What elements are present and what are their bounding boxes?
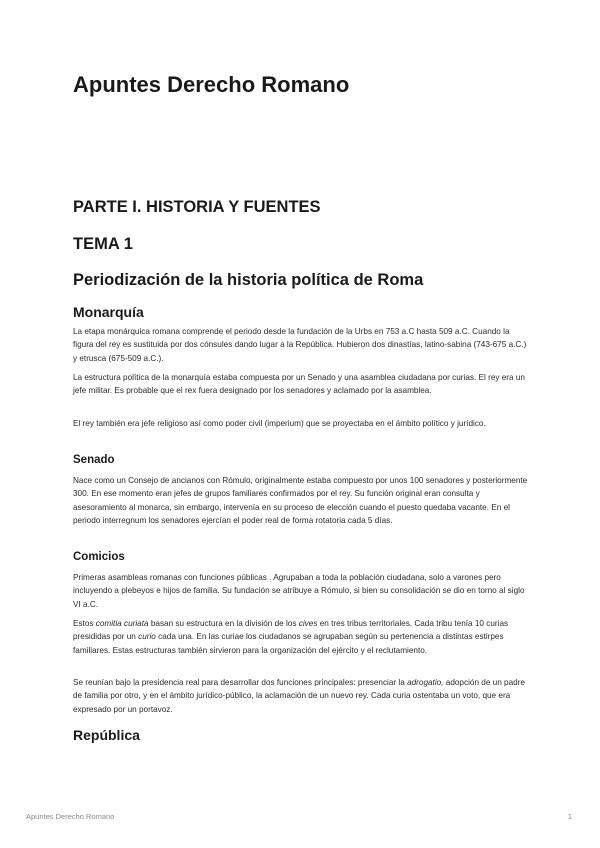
page-number: 1 [567, 812, 572, 821]
part-heading: PARTE I. HISTORIA Y FUENTES [73, 198, 321, 216]
comicios-heading: Comicios [73, 551, 125, 563]
monarquia-paragraph-2: La estructura política de la monarquía estaba compuesta por un Senado y una asamblea ciudadana por curias. El rey era un jefe militar. Es probable que el rex fuera designado por los senadores y aclamado por la asamblea. [73, 373, 525, 396]
senado-heading: Senado [73, 454, 115, 466]
section-heading: Periodización de la historia política de Roma [73, 271, 424, 289]
italic-term: adrogatio, [407, 678, 444, 687]
text-run: en tres tribus territoriales. Cada tribu tenía 10 curias presididas por un [73, 619, 509, 642]
monarquia-paragraph-3: El rey también era jefe religioso así como poder civil (imperium) que se proyectaba en el ámbito político y jurídico. [73, 419, 486, 428]
republica-heading: República [73, 727, 140, 743]
text-run: adopción de un padre de familia por otro, y en el ámbito jurídico-público, la aclamación de un nuevo rey. Cada curia ostentaba un voto, que era expresado por un portavoz. [73, 678, 525, 714]
text-run: cada una. En las curiae los ciudadanos se agrupaban según su pertenencia a distintas estirpes familiares. Estas estructuras también sirvieron para la organización del ejército y el reclutamiento. [73, 632, 504, 655]
italic-term: cives [298, 619, 318, 628]
monarquia-paragraph-1: La etapa monárquica romana comprende el periodo desde la fundación de la Urbs en 753 a.C hasta 509 a.C. Cuando la figura del rey es sustituida por dos cónsules dando lugar a la República. Hubieron dos dinastías, latino-sabina (743-675 a.C.) y etrusca (675-509 a.C.). [73, 327, 527, 363]
text-run: Estos [73, 619, 96, 628]
comicios-paragraph-1: Primeras asambleas romanas con funciones públicas . Agrupaban a toda la población ciudadana, solo a varones pero incluyendo a plebeyos e hijos de familia. Su fundación se atribuye a Rómulo, si bien su consolidación se dio en torno al siglo VI a.C. [73, 573, 525, 609]
italic-term: curio [138, 632, 156, 642]
senado-paragraph-1: Nace como un Consejo de ancianos con Rómulo, originalmente estaba compuesto por unos 100 senadores y posteriormente 300. En ese momento eran jefes de grupos familiares confirmados por el rey. Su función original eran consulta y asesoramiento al monarca, sin embargo, intervenía en su proceso de elección cuando el puesto quedaba vacante. En el periodo interregnum los senadores ejercían el poder real de forma rotatoria cada 5 días. [73, 476, 528, 525]
monarquia-heading: Monarquía [73, 304, 144, 320]
text-run: basan su estructura en la división de los [148, 619, 299, 628]
comicios-paragraph-3 [73, 676, 529, 716]
document-title: Apuntes Derecho Romano [73, 72, 350, 97]
tema-heading: TEMA 1 [73, 235, 133, 253]
footer-title: Apuntes Derecho Romano [26, 812, 115, 821]
text-run: Se reunían bajo la presidencia real para desarrollar dos funciones principales: presenciar la [73, 678, 408, 687]
comicios-paragraph-2 [73, 617, 529, 657]
italic-term: comitia curiata [95, 619, 149, 628]
